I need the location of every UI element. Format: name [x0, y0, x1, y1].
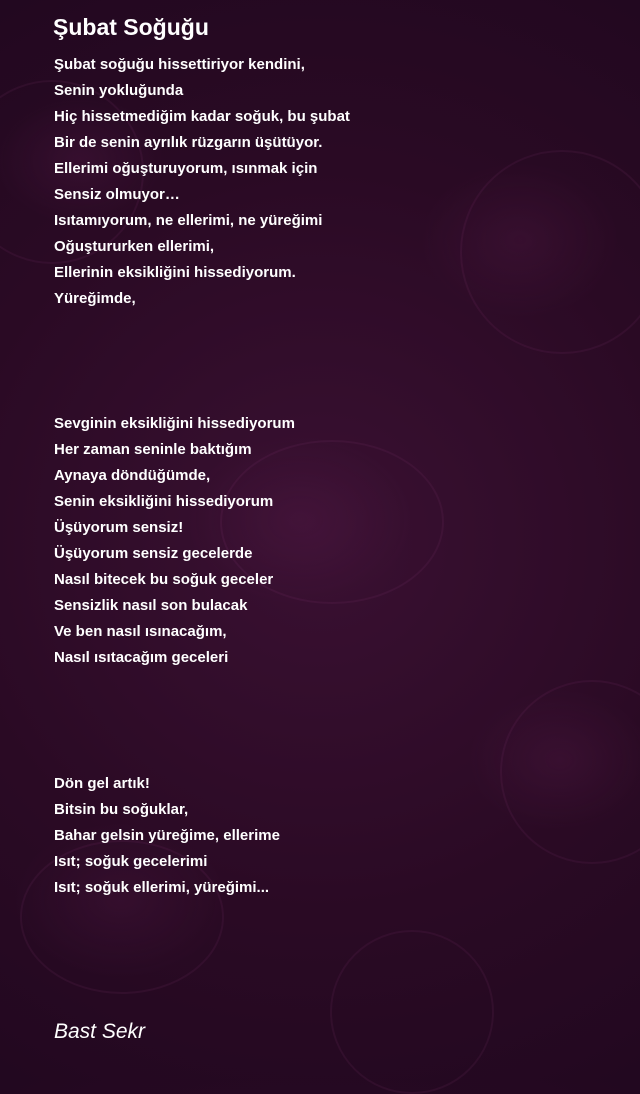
poem-line: Üşüyorum sensiz gecelerde: [54, 545, 253, 562]
poem-line: Ve ben nasıl ısınacağım,: [54, 623, 227, 640]
poem-line: Yüreğimde,: [54, 290, 136, 307]
poem-line: Her zaman seninle baktığım: [54, 441, 252, 458]
poem-line: Senin eksikliğini hissediyorum: [54, 493, 274, 510]
stanza-1: [54, 52, 350, 312]
poem-line: Senin yokluğunda: [54, 82, 184, 99]
poem-line: Isıt; soğuk ellerimi, yüreğimi...: [54, 879, 270, 896]
poem-line: Sevginin eksikliğini hissediyorum: [54, 415, 295, 432]
poem-line: Sensiz olmuyor…: [54, 186, 180, 203]
poem-title: Şubat Soğuğu: [53, 14, 209, 40]
poem-line: Hiç hissetmediğim kadar soğuk, bu şubat: [54, 108, 350, 125]
poem-line: Ellerinin eksikliğini hissediyorum.: [54, 264, 296, 281]
background-ornament: [460, 150, 640, 354]
poem-line: Isıt; soğuk gecelerimi: [54, 853, 208, 870]
poem-line: Ellerimi oğuşturuyorum, ısınmak için: [54, 160, 318, 177]
background-ornament: [500, 680, 640, 864]
poem-line: Sensizlik nasıl son bulacak: [54, 597, 248, 614]
poem-line: Isıtamıyorum, ne ellerimi, ne yüreğimi: [54, 212, 323, 229]
poem-line: Nasıl ısıtacağım geceleri: [54, 649, 229, 666]
poem-line: Aynaya döndüğümde,: [54, 467, 211, 484]
poem-author: Bast Sekr: [54, 1020, 146, 1043]
poem-line: Nasıl bitecek bu soğuk geceler: [54, 571, 274, 588]
poem-line: Oğuştururken ellerimi,: [54, 238, 215, 255]
poem-line: Bir de senin ayrılık rüzgarın üşütüyor.: [54, 134, 323, 151]
poem-line: Bitsin bu soğuklar,: [54, 801, 189, 818]
poem-line: Bahar gelsin yüreğime, ellerime: [54, 827, 280, 844]
stanza-2: [54, 411, 295, 671]
poem-line: Dön gel artık!: [54, 775, 150, 792]
background-ornament: [330, 930, 494, 1094]
poem-line: Şubat soğuğu hissettiriyor kendini,: [54, 56, 305, 73]
poem-line: Üşüyorum sensiz!: [54, 519, 184, 536]
stanza-3: [54, 771, 280, 901]
